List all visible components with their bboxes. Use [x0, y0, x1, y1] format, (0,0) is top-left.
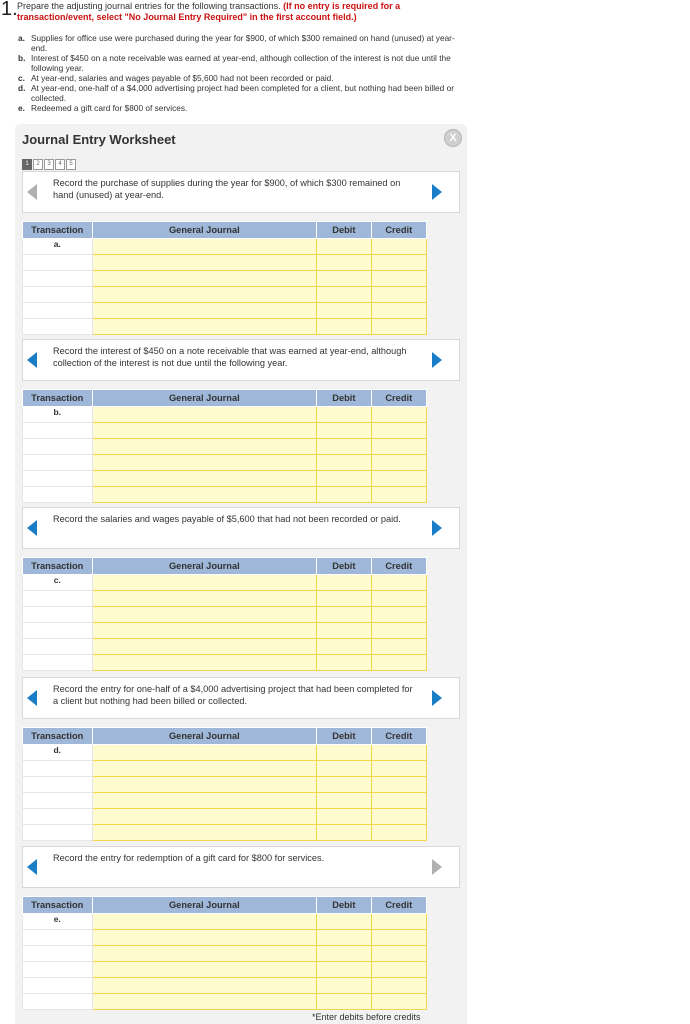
next-arrow-icon[interactable]	[432, 859, 442, 875]
prev-arrow-icon[interactable]	[27, 690, 37, 706]
page-button-5[interactable]: 5	[66, 159, 76, 170]
account-input[interactable]	[92, 623, 317, 639]
credit-input[interactable]	[371, 303, 426, 319]
account-input[interactable]	[92, 793, 317, 809]
header-general-journal: General Journal	[92, 558, 317, 575]
question-number: 1.	[1, 0, 18, 20]
worksheet-title: Journal Entry Worksheet	[22, 132, 176, 147]
credit-input[interactable]	[371, 319, 426, 335]
account-input[interactable]	[92, 761, 317, 777]
next-arrow-icon[interactable]	[432, 352, 442, 368]
account-input[interactable]	[92, 471, 317, 487]
debit-input[interactable]	[317, 271, 371, 287]
header-debit: Debit	[317, 390, 371, 407]
account-input[interactable]	[92, 319, 317, 335]
debit-input[interactable]	[317, 809, 371, 825]
list-item	[18, 103, 463, 113]
credit-input[interactable]	[371, 930, 426, 946]
transaction-label: b.	[23, 407, 93, 423]
account-input[interactable]	[92, 745, 317, 761]
page-button-1[interactable]: 1	[22, 159, 32, 170]
account-input[interactable]	[92, 423, 317, 439]
account-input[interactable]	[92, 655, 317, 671]
transaction-label: e.	[23, 914, 93, 930]
header-debit: Debit	[317, 897, 371, 914]
account-input[interactable]	[92, 639, 317, 655]
table-row	[23, 255, 427, 271]
question-prompt	[17, 1, 457, 23]
header-credit: Credit	[371, 558, 426, 575]
debit-input[interactable]	[317, 777, 371, 793]
table-row	[23, 946, 427, 962]
debit-input[interactable]	[317, 761, 371, 777]
account-input[interactable]	[92, 962, 317, 978]
table-row	[23, 623, 427, 639]
item-letter: a.	[18, 33, 25, 43]
credit-input[interactable]	[371, 962, 426, 978]
table-row	[23, 239, 427, 255]
credit-input[interactable]	[371, 575, 426, 591]
debit-input[interactable]	[317, 639, 371, 655]
journal-table-b	[22, 389, 427, 503]
task-description-box	[22, 339, 460, 381]
debit-input[interactable]	[317, 914, 371, 930]
header-general-journal: General Journal	[92, 728, 317, 745]
credit-input[interactable]	[371, 655, 426, 671]
table-row	[23, 825, 427, 841]
account-input[interactable]	[92, 255, 317, 271]
debit-input[interactable]	[317, 575, 371, 591]
credit-input[interactable]	[371, 255, 426, 271]
account-input[interactable]	[92, 809, 317, 825]
debit-input[interactable]	[317, 471, 371, 487]
table-row	[23, 407, 427, 423]
credit-input[interactable]	[371, 978, 426, 994]
debit-input[interactable]	[317, 745, 371, 761]
item-text: At year-end, salaries and wages payable of $5,600 had not been recorded or paid.	[31, 73, 334, 83]
header-credit: Credit	[371, 897, 426, 914]
item-text: At year-end, one-half of a $4,000 advertising project had been completed for a client, but nothing had been billed or collected.	[31, 83, 454, 103]
header-transaction: Transaction	[23, 390, 93, 407]
credit-input[interactable]	[371, 439, 426, 455]
credit-input[interactable]	[371, 623, 426, 639]
header-transaction: Transaction	[23, 558, 93, 575]
account-input[interactable]	[92, 591, 317, 607]
footnote: *Enter debits before credits	[312, 1012, 421, 1022]
account-input[interactable]	[92, 287, 317, 303]
list-item	[18, 33, 463, 53]
account-input[interactable]	[92, 825, 317, 841]
credit-input[interactable]	[371, 809, 426, 825]
table-row	[23, 271, 427, 287]
close-icon[interactable]: X	[444, 129, 462, 147]
account-input[interactable]	[92, 271, 317, 287]
task-description: Record the salaries and wages payable of $5,600 that had not been recorded or paid.	[53, 514, 401, 524]
prev-arrow-icon[interactable]	[27, 520, 37, 536]
item-text: Interest of $450 on a note receivable was earned at year-end, although collection of the interest is not due until the following year.	[31, 53, 451, 73]
page-button-2[interactable]: 2	[33, 159, 43, 170]
account-input[interactable]	[92, 407, 317, 423]
account-input[interactable]	[92, 978, 317, 994]
header-general-journal: General Journal	[92, 390, 317, 407]
header-transaction: Transaction	[23, 728, 93, 745]
credit-input[interactable]	[371, 591, 426, 607]
task-description: Record the entry for redemption of a gift card for $800 for services.	[53, 853, 325, 863]
debit-input[interactable]	[317, 439, 371, 455]
page-button-4[interactable]: 4	[55, 159, 65, 170]
header-transaction: Transaction	[23, 897, 93, 914]
credit-input[interactable]	[371, 487, 426, 503]
worksheet-pager	[22, 159, 76, 169]
account-input[interactable]	[92, 914, 317, 930]
journal-table-a	[22, 221, 427, 335]
table-row	[23, 962, 427, 978]
credit-input[interactable]	[371, 825, 426, 841]
table-row	[23, 639, 427, 655]
header-general-journal: General Journal	[92, 897, 317, 914]
next-arrow-icon[interactable]	[432, 184, 442, 200]
debit-input[interactable]	[317, 930, 371, 946]
table-row	[23, 994, 427, 1010]
transaction-label: c.	[23, 575, 93, 591]
credit-input[interactable]	[371, 471, 426, 487]
credit-input[interactable]	[371, 607, 426, 623]
debit-input[interactable]	[317, 407, 371, 423]
task-description: Record the purchase of supplies during the year for $900, of which $300 remained on hand (unused) at year-end.	[53, 178, 401, 200]
account-input[interactable]	[92, 239, 317, 255]
debit-input[interactable]	[317, 793, 371, 809]
item-text: Redeemed a gift card for $800 of services.	[31, 103, 188, 113]
header-general-journal: General Journal	[92, 222, 317, 239]
account-input[interactable]	[92, 946, 317, 962]
debit-input[interactable]	[317, 423, 371, 439]
credit-input[interactable]	[371, 239, 426, 255]
debit-input[interactable]	[317, 255, 371, 271]
credit-input[interactable]	[371, 407, 426, 423]
list-item	[18, 53, 463, 73]
account-input[interactable]	[92, 455, 317, 471]
page-button-3[interactable]: 3	[44, 159, 54, 170]
header-credit: Credit	[371, 390, 426, 407]
item-letter: b.	[18, 53, 26, 63]
table-row	[23, 423, 427, 439]
prev-arrow-icon[interactable]	[27, 859, 37, 875]
next-arrow-icon[interactable]	[432, 690, 442, 706]
header-credit: Credit	[371, 728, 426, 745]
account-input[interactable]	[92, 930, 317, 946]
account-input[interactable]	[92, 303, 317, 319]
next-arrow-icon[interactable]	[432, 520, 442, 536]
transaction-label: a.	[23, 239, 93, 255]
debit-input[interactable]	[317, 591, 371, 607]
account-input[interactable]	[92, 777, 317, 793]
transaction-label: d.	[23, 745, 93, 761]
prev-arrow-icon[interactable]	[27, 184, 37, 200]
debit-input[interactable]	[317, 978, 371, 994]
table-row	[23, 655, 427, 671]
credit-input[interactable]	[371, 793, 426, 809]
credit-input[interactable]	[371, 914, 426, 930]
table-row	[23, 809, 427, 825]
prompt-text: Prepare the adjusting journal entries for the following transactions.	[17, 1, 281, 11]
header-debit: Debit	[317, 728, 371, 745]
transaction-list	[18, 33, 463, 113]
table-row	[23, 439, 427, 455]
credit-input[interactable]	[371, 761, 426, 777]
table-row	[23, 591, 427, 607]
debit-input[interactable]	[317, 994, 371, 1010]
item-text: Supplies for office use were purchased during the year for $900, of which $300 remained on hand (unused) at year-end.	[31, 33, 455, 53]
debit-input[interactable]	[317, 455, 371, 471]
debit-input[interactable]	[317, 825, 371, 841]
table-row	[23, 793, 427, 809]
debit-input[interactable]	[317, 287, 371, 303]
account-input[interactable]	[92, 439, 317, 455]
task-description: Record the entry for one-half of a $4,000 advertising project that had been completed for a client but nothing had been billed or collected.	[53, 684, 413, 706]
credit-input[interactable]	[371, 745, 426, 761]
journal-table-d	[22, 727, 427, 841]
journal-table-c	[22, 557, 427, 671]
debit-input[interactable]	[317, 487, 371, 503]
list-item	[18, 83, 463, 103]
task-description-box	[22, 507, 460, 549]
table-row	[23, 471, 427, 487]
table-row	[23, 745, 427, 761]
table-row	[23, 914, 427, 930]
credit-input[interactable]	[371, 271, 426, 287]
debit-input[interactable]	[317, 303, 371, 319]
table-row	[23, 607, 427, 623]
debit-input[interactable]	[317, 607, 371, 623]
table-row	[23, 575, 427, 591]
debit-input[interactable]	[317, 239, 371, 255]
account-input[interactable]	[92, 575, 317, 591]
account-input[interactable]	[92, 607, 317, 623]
item-letter: c.	[18, 73, 25, 83]
header-debit: Debit	[317, 222, 371, 239]
debit-input[interactable]	[317, 655, 371, 671]
credit-input[interactable]	[371, 423, 426, 439]
header-credit: Credit	[371, 222, 426, 239]
task-description-box	[22, 171, 460, 213]
journal-entry-worksheet	[15, 124, 467, 1024]
debit-input[interactable]	[317, 962, 371, 978]
table-row	[23, 455, 427, 471]
account-input[interactable]	[92, 994, 317, 1010]
journal-table-e	[22, 896, 427, 1010]
item-letter: e.	[18, 103, 25, 113]
table-row	[23, 761, 427, 777]
credit-input[interactable]	[371, 777, 426, 793]
table-row	[23, 319, 427, 335]
header-transaction: Transaction	[23, 222, 93, 239]
prev-arrow-icon[interactable]	[27, 352, 37, 368]
table-row	[23, 930, 427, 946]
table-row	[23, 287, 427, 303]
list-item	[18, 73, 463, 83]
credit-input[interactable]	[371, 639, 426, 655]
task-description-box	[22, 677, 460, 719]
debit-input[interactable]	[317, 319, 371, 335]
table-row	[23, 777, 427, 793]
debit-input[interactable]	[317, 946, 371, 962]
credit-input[interactable]	[371, 994, 426, 1010]
table-row	[23, 303, 427, 319]
item-letter: d.	[18, 83, 26, 93]
credit-input[interactable]	[371, 946, 426, 962]
task-description: Record the interest of $450 on a note receivable that was earned at year-end, although collection of the interest is not due until the following year.	[53, 346, 407, 368]
debit-input[interactable]	[317, 623, 371, 639]
table-row	[23, 487, 427, 503]
task-description-box	[22, 846, 460, 888]
credit-input[interactable]	[371, 287, 426, 303]
table-row	[23, 978, 427, 994]
account-input[interactable]	[92, 487, 317, 503]
credit-input[interactable]	[371, 455, 426, 471]
header-debit: Debit	[317, 558, 371, 575]
instruction-text: (If no entry is required for a transaction/event, select "No Journal Entry Required" in the first account field.)	[17, 1, 401, 22]
